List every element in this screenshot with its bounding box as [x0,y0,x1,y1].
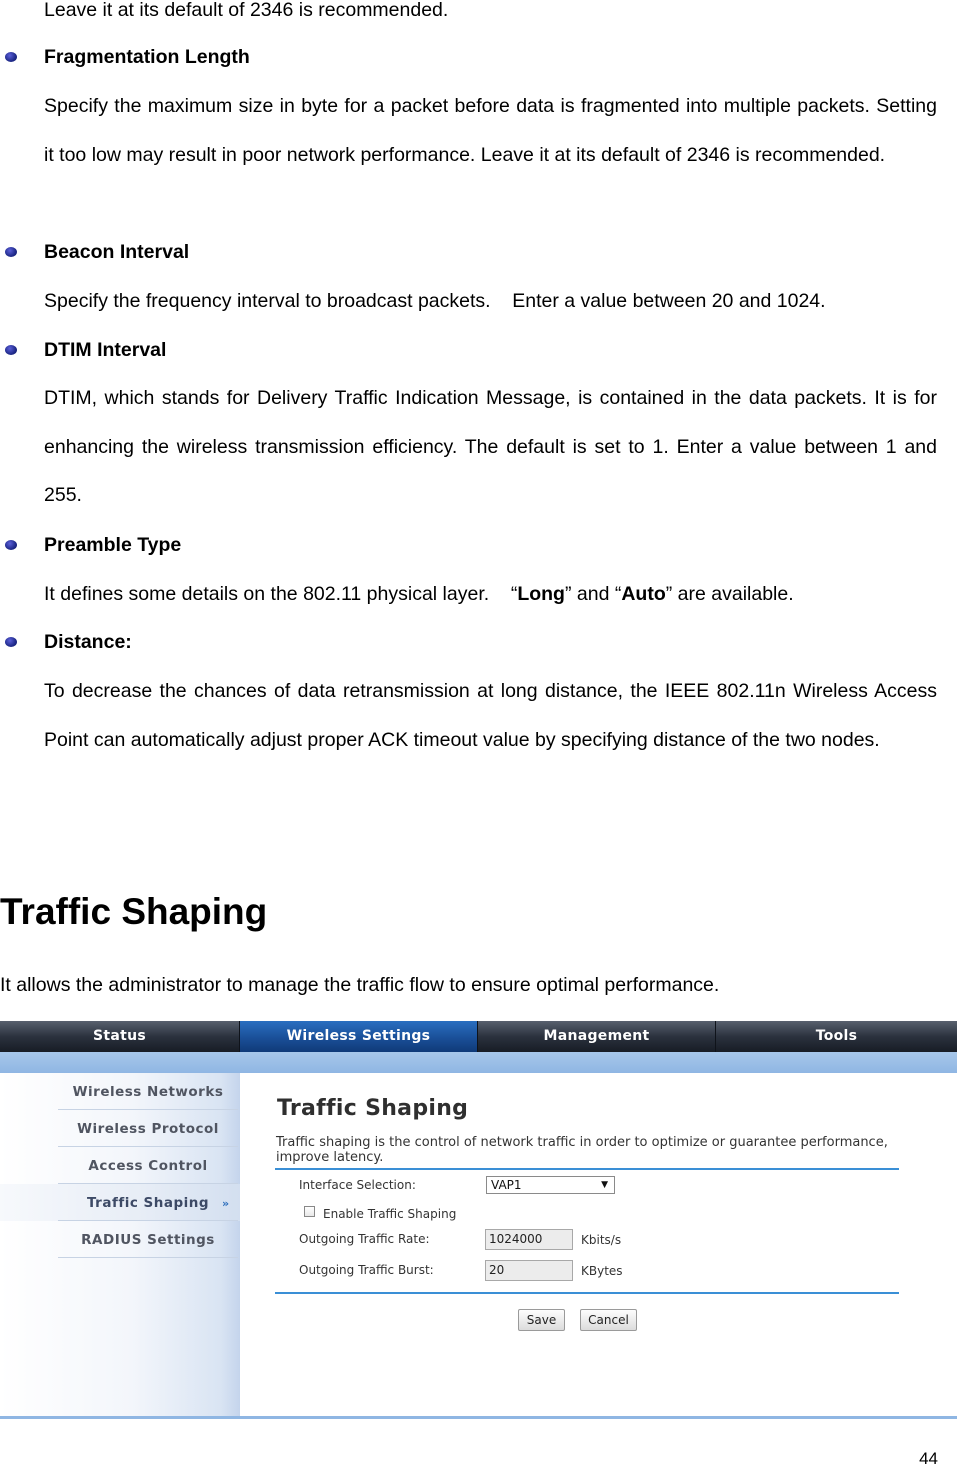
section-intro: It allows the administrator to manage the traffic flow to ensure optimal performance. [0,974,720,996]
outgoing-burst-unit: KBytes [581,1264,623,1278]
bullet-title: Beacon Interval [44,241,190,263]
bullet-icon [5,540,17,550]
carryover-paragraph: Leave it at its default of 2346 is recommended. [44,0,449,21]
bullet-title: Preamble Type [44,534,182,556]
sidebar-item-access-control[interactable]: Access Control [58,1147,238,1184]
divider-bottom [275,1292,899,1294]
outgoing-rate-input[interactable]: 1024000 [485,1229,573,1250]
double-chevron-right-icon: » [222,1197,230,1210]
divider-top [275,1168,899,1170]
distance-description: To decrease the chances of data retransmission at long distance, the IEEE 802.11n Wireless Access Point can automatically adjust proper ACK timeout value by specifying distance of the two nodes. [44,680,937,751]
outgoing-rate-unit: Kbits/s [581,1233,622,1247]
interface-select-value: VAP1 [491,1178,522,1192]
bullet-icon [5,52,17,62]
section-heading: Traffic Shaping [0,891,268,932]
dropdown-arrow-icon: ▼ [601,1180,608,1190]
tab-management[interactable]: Management [478,1021,716,1052]
sidebar-item-wireless-networks[interactable]: Wireless Networks [58,1073,238,1110]
preamble-text-3: ” are available. [665,583,794,605]
interface-selection-label: Interface Selection: [299,1178,416,1192]
tab-status[interactable]: Status [0,1021,240,1052]
bullet-dtim-interval [0,336,957,364]
preamble-type-description [44,570,937,619]
sidebar-item-wireless-protocol[interactable]: Wireless Protocol [58,1110,238,1147]
dtim-interval-description: DTIM, which stands for Delivery Traffic Indication Message, is contained in the data packets. It is for enhancing the wireless transmission efficiency. The default is set to 1. Enter a value between 1 and 255. [44,387,937,506]
bullet-title: DTIM Interval [44,339,167,361]
save-button[interactable]: Save [518,1309,565,1331]
tab-wireless-settings[interactable]: Wireless Settings [240,1021,478,1052]
content-panel [240,1073,957,1419]
interface-select[interactable] [486,1176,615,1194]
outgoing-burst-input[interactable]: 20 [485,1260,573,1281]
bullet-icon [5,247,17,257]
bullet-icon [5,637,17,647]
bullet-fragmentation-length [0,43,957,71]
bullet-title: Distance: [44,631,132,653]
bullet-icon [5,345,17,355]
preamble-long: Long [517,583,565,605]
tab-tools[interactable]: Tools [815,1028,858,1044]
router-ui-screenshot [0,1021,957,1419]
bullet-title: Fragmentation Length [44,46,250,68]
bullet-distance [0,628,957,656]
enable-traffic-shaping-label: Enable Traffic Shaping [323,1207,457,1221]
bullet-preamble-type [0,531,957,559]
sidebar-item-radius-settings[interactable]: RADIUS Settings [58,1221,238,1258]
preamble-text-1: It defines some details on the 802.11 physical layer. “ [44,583,518,605]
enable-traffic-shaping-checkbox[interactable] [304,1206,315,1217]
bullet-beacon-interval [0,238,957,266]
top-navigation-bar [0,1021,957,1053]
panel-title: Traffic Shaping [277,1096,469,1121]
sidebar [0,1073,240,1419]
page-number: 44 [919,1449,938,1468]
preamble-auto: Auto [621,583,666,605]
preamble-text-2: ” and “ [564,583,622,605]
fragmentation-length-description: Specify the maximum size in byte for a packet before data is fragmented into multiple packets. Setting it too low may result in poor network performance. Leave it at its default of 2346 is recommended. [44,95,937,166]
sidebar-item-traffic-shaping[interactable]: Traffic Shaping [58,1184,238,1221]
ui-bottom-border [0,1416,957,1419]
outgoing-rate-label: Outgoing Traffic Rate: [299,1232,430,1246]
sub-nav-strip [0,1052,957,1073]
cancel-button[interactable]: Cancel [580,1309,637,1331]
beacon-interval-description: Specify the frequency interval to broadcast packets. Enter a value between 20 and 1024. [44,290,826,312]
outgoing-burst-label: Outgoing Traffic Burst: [299,1263,434,1277]
panel-description: Traffic shaping is the control of network traffic in order to optimize or guarantee performance, improve latency. [276,1135,888,1165]
